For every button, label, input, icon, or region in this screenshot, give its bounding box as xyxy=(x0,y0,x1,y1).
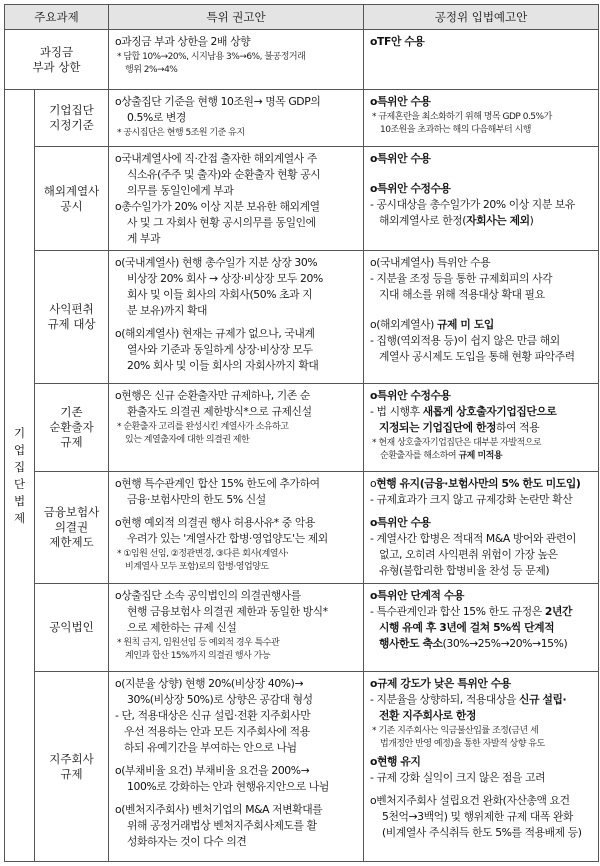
prop-sub: - 지분율을 상향하되, 적용대상을 신규 설립· 전환 지주회사로 한정 xyxy=(370,693,567,722)
prop-item: o특위안 수정수용 xyxy=(370,389,451,402)
row-label-foreign: 해외계열사 공시 xyxy=(35,147,109,251)
rec-item: o(국내계열사) 현행 총수일가 지분 상장 30% 비상장 20% 회사 → 상장·비상장 모두 20% 회사 및 이들 회사의 자회사(50% 초과 지 분 보유)까지 확대 xyxy=(115,256,323,317)
rec-item: o상출집단 기준을 현행 10조원→ 명목 GDP의 0.5%로 변경 xyxy=(115,95,321,124)
rec-note: * 순환출자 고리를 완성시킨 계열사가 소유하고 있는 계열출자에 대한 의결권 제한 xyxy=(117,422,289,445)
prop-penalty xyxy=(364,30,599,90)
rec-note: * ①임원 선임, ②정관변경, ③다른 회사(계열사· 비계열사 모두 포함)로의 합병·영업양도 xyxy=(117,549,289,572)
rec-public xyxy=(109,584,364,672)
row-label-public: 공익법인 xyxy=(35,584,109,672)
prop-holding xyxy=(364,672,599,862)
prop-public xyxy=(364,584,599,672)
prop-item: o현행 유지(금융·보험사만의 5% 한도 미도입) xyxy=(370,477,581,490)
rec-item: o(부채비율 요건) 부채비율 요건을 200%→ 100%로 강화하는 안과 현행유지안으로 나뉨 xyxy=(115,764,329,793)
prop-sub: - 지분율 조정 등을 통한 규제회피의 사각 지대 해소를 위해 적용대상 확대 필요 xyxy=(370,272,553,301)
rec-designation xyxy=(109,90,364,147)
prop-item: o특위안 수용 xyxy=(370,152,431,165)
prop-sub: - 특수관계인과 합산 15% 한도 규정은 2년간 시행 유예 후 3년에 걸쳐 5%씩 단계적 행사한도 축소(30%→25%→20%→15%) xyxy=(370,605,573,650)
prop-item: o특위안 수용 xyxy=(370,516,431,529)
prop-sub: - 계열사간 합병은 적대적 M&A 방어와 관련이 없고, 오히려 사익편취 위험이 가장 높은 유형(불합리한 합병비율 찬성 등 문제) xyxy=(370,532,577,577)
prop-foreign xyxy=(364,147,599,251)
rec-item: o(해외계열사) 현재는 규제가 없으나, 국내계 열사와 기준과 동일하게 상장·비상장 모두 20% 회사 및 이들 회사의 자회사까지 확대 xyxy=(115,327,319,372)
row-label-designation: 기업집단 지정기준 xyxy=(35,90,109,147)
table-row-penalty xyxy=(5,30,599,90)
prop-note: * 규제혼란을 최소화하기 위해 명목 GDP 0.5%가 10조원을 초과하는 해의 다음해부터 시행 xyxy=(372,112,552,135)
prop-sub: - 규제효과가 크지 않고 규제강화 논란만 확산 xyxy=(370,493,573,506)
prop-item: o벤처지주회사 설립요건 완화(자산총액 요건 5천억→3백억) 및 행위제한 규제 대폭 완화 (비계열사 주식취득 한도 5%를 적용배제 등) xyxy=(370,794,582,839)
table-row-holding xyxy=(5,672,599,862)
rec-holding xyxy=(109,672,364,862)
table-row-public xyxy=(5,584,599,672)
rec-item: o상출집단 소속 공익법인의 의결권행사를 현행 금융보험사 의결권 제한과 동일한 방식* 으로 제한하는 규제 신설 xyxy=(115,589,328,634)
row-label-penalty: 과징금 부과 상한 xyxy=(5,30,109,90)
prop-insurance xyxy=(364,472,599,584)
header-topic: 주요과제 xyxy=(5,5,109,30)
row-label-tunneling: 사익편취 규제 대상 xyxy=(35,251,109,384)
row-label-insurance: 금융보험사 의결권 제한제도 xyxy=(35,472,109,584)
rec-insurance xyxy=(109,472,364,584)
row-label-holding: 지주회사 규제 xyxy=(35,672,109,862)
table-header-row xyxy=(5,5,599,30)
rec-item: o(벤처지주회사) 벤처기업의 M&A 저변확대를 위해 공정거래법상 벤처지주회사제도를 활 성화하자는 것이 다수 의견 xyxy=(115,803,323,848)
header-recommendation: 특위 권고안 xyxy=(109,5,364,30)
rec-foreign xyxy=(109,147,364,251)
prop-note: * 기존 지주회사는 익금불산입률 조정(금년 세 법개정안 반영 예정)을 통한 자발적 상향 유도 xyxy=(372,726,545,749)
prop-item: o(해외계열사) 규제 미 도입 xyxy=(370,318,494,331)
prop-tunneling xyxy=(364,251,599,384)
rec-item: o현행은 신규 순환출자만 규제하나, 기존 순 환출자도 의결권 제한방식*으로 규제신설 xyxy=(115,389,312,418)
table-row-circular xyxy=(5,384,599,472)
rec-note: * 공시집단은 현행 5조원 기준 유지 xyxy=(117,128,245,138)
rec-circular xyxy=(109,384,364,472)
table-row-tunneling xyxy=(5,251,599,384)
prop-sub: - 집행(역외적용 등)이 쉽지 않은 만큼 해외 계열사 공시제도 도입을 통해 현황 파악주력 xyxy=(370,334,575,363)
prop-item: o규제 강도가 낮은 특위안 수용 xyxy=(370,677,511,690)
rec-item: o국내계열사에 직·간접 출자한 해외계열사 주 식소유(주주 및 출자)와 순환출자 현황 공시 의무를 동일인에게 부과 xyxy=(115,152,321,197)
rec-note: * 담합 10%→20%, 시지남용 3%→6%, 불공정거래 행위 2%→4% xyxy=(117,52,306,75)
prop-item: o현행 유지 xyxy=(370,755,421,768)
prop-designation xyxy=(364,90,599,147)
category-business-group-law: 기 업 집 단 법 제 xyxy=(5,90,35,862)
prop-sub: - 공시대상을 총수일가가 20% 이상 지분 보유 해외계열사로 한정(자회사는 제외) xyxy=(370,198,575,227)
table-row-designation xyxy=(5,90,599,147)
prop-item: oTF안 수용 xyxy=(370,35,425,48)
prop-sub: - 법 시행후 새롭게 상호출자기업집단으로 지정되는 기업집단에 한정하여 적용 xyxy=(370,405,557,434)
rec-item: o현행 특수관계인 합산 15% 한도에 추가하여 금융·보험사만의 한도 5% 신설 xyxy=(115,477,320,506)
rec-item: o(지분율 상향) 현행 20%(비상장 40%)→ 30%(비상장 50%)로 상향은 공감대 형성 xyxy=(115,677,313,706)
prop-note: * 현재 상호출자기업집단은 대부분 자발적으로 순환출자를 해소하여 규제 미적용 xyxy=(372,438,542,461)
prop-item: o특위안 단계적 수용 xyxy=(370,589,464,602)
rec-tunneling xyxy=(109,251,364,384)
rec-sub: - 단, 적용대상은 신규 설립·전환 지주회사만 우선 적용하는 안과 모든 지주회사에 적용 하되 유예기간을 부여하는 안으로 나뉨 xyxy=(115,709,311,754)
prop-item: o특위안 수용 xyxy=(370,95,431,108)
rec-item: o현행 예외적 의결권 행사 허용사유* 중 악용 우려가 있는 '계열사간 합병·영업양도'는 제외 xyxy=(115,516,328,545)
header-proposal: 공정위 입법예고안 xyxy=(364,5,599,30)
prop-sub: - 규제 강화 실익이 크지 않은 점을 고려 xyxy=(370,771,546,784)
policy-comparison-table xyxy=(4,4,599,862)
table-row-foreign xyxy=(5,147,599,251)
rec-note: * 원칙 금지, 임원선임 등 예외적 경우 특수관 계인과 합산 15%까지 의결권 행사 가능 xyxy=(117,638,280,661)
prop-item: o특위안 수정수용 xyxy=(370,182,451,195)
prop-circular xyxy=(364,384,599,472)
table-row-insurance xyxy=(5,472,599,584)
rec-penalty xyxy=(109,30,364,90)
rec-item: o과징금 부과 상한을 2배 상향 xyxy=(115,35,251,48)
row-label-circular: 기존 순환출자 규제 xyxy=(35,384,109,472)
rec-item: o총수일가가 20% 이상 지분 보유한 해외계열 사 및 그 자회사 현황 공시의무를 동일인에 게 부과 xyxy=(115,200,320,245)
prop-item: o(국내계열사) 특위안 수용 xyxy=(370,256,491,269)
